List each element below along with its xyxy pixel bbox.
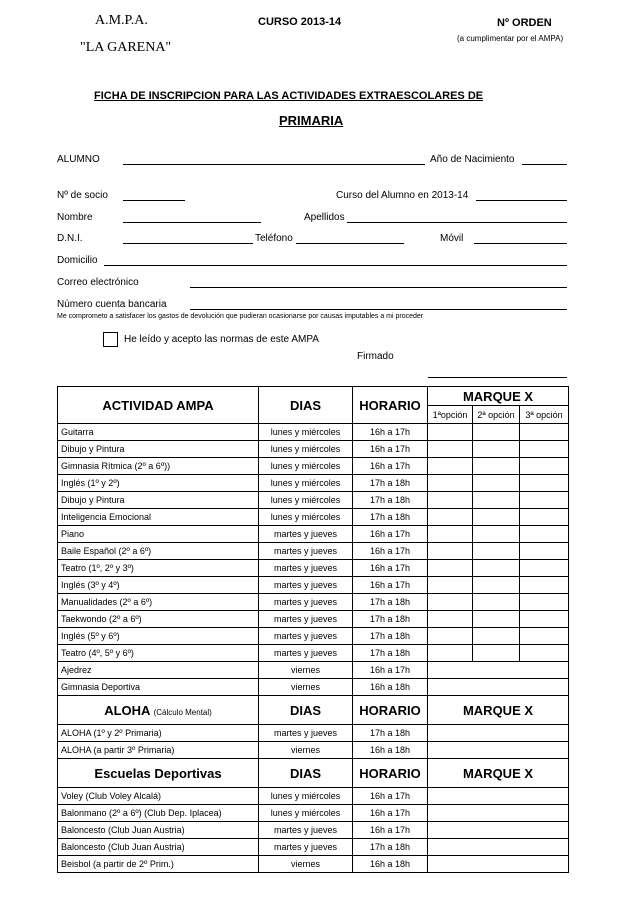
form-subtitle: PRIMARIA bbox=[279, 113, 344, 128]
table-row bbox=[58, 594, 569, 611]
surname-input[interactable] bbox=[347, 222, 567, 223]
option-3-header: 3ª opción bbox=[520, 406, 569, 424]
activity-schedule: 17h a 18h bbox=[353, 594, 428, 611]
bank-account-label: Número cuenta bancaria bbox=[57, 299, 167, 310]
activity-schedule: 16h a 17h bbox=[353, 577, 428, 594]
activity-schedule: 16h a 18h bbox=[353, 679, 428, 696]
table-row bbox=[58, 509, 569, 526]
activity-name: Ajedrez bbox=[58, 662, 259, 679]
option-2-mark-cell[interactable] bbox=[473, 611, 520, 628]
mobile-input[interactable] bbox=[474, 243, 567, 244]
mark-cell[interactable] bbox=[428, 856, 569, 873]
option-1-mark-cell[interactable] bbox=[428, 458, 473, 475]
activity-days: viernes bbox=[259, 742, 353, 759]
option-2-mark-cell[interactable] bbox=[473, 628, 520, 645]
mark-cell[interactable] bbox=[428, 805, 569, 822]
activity-name: Gimnasia Deportiva bbox=[58, 679, 259, 696]
option-2-mark-cell[interactable] bbox=[473, 458, 520, 475]
option-2-mark-cell[interactable] bbox=[473, 594, 520, 611]
option-2-mark-cell[interactable] bbox=[473, 475, 520, 492]
table-row bbox=[58, 424, 569, 441]
activity-days: martes y jueves bbox=[259, 839, 353, 856]
option-3-mark-cell[interactable] bbox=[520, 509, 569, 526]
activity-schedule: 17h a 18h bbox=[353, 725, 428, 742]
mark-cell[interactable] bbox=[428, 725, 569, 742]
activity-days: martes y jueves bbox=[259, 822, 353, 839]
activity-days: martes y jueves bbox=[259, 628, 353, 645]
activity-name: Manualidades (2º a 6º) bbox=[58, 594, 259, 611]
option-3-mark-cell[interactable] bbox=[520, 577, 569, 594]
table-row bbox=[58, 560, 569, 577]
table-row bbox=[58, 577, 569, 594]
table-row bbox=[58, 441, 569, 458]
table-row bbox=[58, 822, 569, 839]
days-header: DIAS bbox=[259, 387, 353, 424]
form-title: FICHA DE INSCRIPCION PARA LAS ACTIVIDADES EXTRAESCOLARES DE bbox=[94, 90, 484, 102]
aloha-days-header: DIAS bbox=[259, 696, 353, 725]
option-1-mark-cell[interactable] bbox=[428, 577, 473, 594]
phone-input[interactable] bbox=[296, 243, 404, 244]
sports-schedule-header: HORARIO bbox=[353, 759, 428, 788]
activity-schedule: 16h a 17h bbox=[353, 788, 428, 805]
first-name-input[interactable] bbox=[123, 222, 261, 223]
first-name-label: Nombre bbox=[57, 212, 93, 223]
address-label: Domicilio bbox=[57, 255, 98, 266]
table-row bbox=[58, 742, 569, 759]
option-3-mark-cell[interactable] bbox=[520, 560, 569, 577]
option-1-mark-cell[interactable] bbox=[428, 526, 473, 543]
option-2-mark-cell[interactable] bbox=[473, 492, 520, 509]
table-row bbox=[58, 805, 569, 822]
activity-name: Dibujo y Pintura bbox=[58, 492, 259, 509]
student-course-label: Curso del Alumno en 2013-14 bbox=[336, 190, 469, 201]
activity-schedule: 16h a 17h bbox=[353, 560, 428, 577]
activity-schedule: 17h a 18h bbox=[353, 628, 428, 645]
mark-cell[interactable] bbox=[428, 788, 569, 805]
activity-schedule: 16h a 17h bbox=[353, 805, 428, 822]
activity-name: Inglés (1º y 2º) bbox=[58, 475, 259, 492]
activity-schedule: 17h a 18h bbox=[353, 839, 428, 856]
student-label: ALUMNO bbox=[57, 154, 100, 165]
option-1-mark-cell[interactable] bbox=[428, 492, 473, 509]
birth-year-label: Año de Nacimiento bbox=[430, 154, 515, 165]
table-row bbox=[58, 679, 569, 696]
activity-schedule: 17h a 18h bbox=[353, 492, 428, 509]
activity-name: Piano bbox=[58, 526, 259, 543]
email-input[interactable] bbox=[190, 287, 567, 288]
activity-days: martes y jueves bbox=[259, 543, 353, 560]
email-label: Correo electrónico bbox=[57, 277, 139, 288]
option-1-mark-cell[interactable] bbox=[428, 475, 473, 492]
activity-name: ALOHA (a partir 3º Primaria) bbox=[58, 742, 259, 759]
bank-account-input[interactable] bbox=[190, 309, 567, 310]
activity-name: Teatro (1º, 2º y 3º) bbox=[58, 560, 259, 577]
mark-header: MARQUE X bbox=[428, 387, 569, 406]
sports-days-header: DIAS bbox=[259, 759, 353, 788]
activity-schedule: 17h a 18h bbox=[353, 475, 428, 492]
option-3-mark-cell[interactable] bbox=[520, 611, 569, 628]
activity-schedule: 16h a 17h bbox=[353, 424, 428, 441]
table-row bbox=[58, 458, 569, 475]
activity-schedule: 17h a 18h bbox=[353, 611, 428, 628]
sports-schools-header: Escuelas Deportivas bbox=[58, 759, 259, 788]
activity-name: Taekwondo (2º a 6º) bbox=[58, 611, 259, 628]
phone-label: Teléfono bbox=[255, 233, 293, 244]
activity-header: ACTIVIDAD AMPA bbox=[58, 387, 259, 424]
student-course-input[interactable] bbox=[476, 200, 567, 201]
option-1-mark-cell[interactable] bbox=[428, 441, 473, 458]
table-row bbox=[58, 611, 569, 628]
activity-schedule: 17h a 18h bbox=[353, 509, 428, 526]
option-3-mark-cell[interactable] bbox=[520, 492, 569, 509]
aloha-note: (Cálculo Mental) bbox=[153, 707, 212, 717]
option-2-mark-cell[interactable] bbox=[473, 543, 520, 560]
activity-name: Baloncesto (Club Juan Austria) bbox=[58, 822, 259, 839]
ampa-name: "LA GARENA" bbox=[80, 40, 172, 55]
option-1-mark-cell[interactable] bbox=[428, 509, 473, 526]
table-row bbox=[58, 543, 569, 560]
activity-days: martes y jueves bbox=[259, 560, 353, 577]
aloha-header bbox=[58, 696, 259, 725]
activity-days: lunes y miércoles bbox=[259, 441, 353, 458]
option-2-mark-cell[interactable] bbox=[473, 441, 520, 458]
activity-days: viernes bbox=[259, 679, 353, 696]
table-row bbox=[58, 839, 569, 856]
activity-days: lunes y miércoles bbox=[259, 805, 353, 822]
schedule-header: HORARIO bbox=[353, 387, 428, 424]
option-2-mark-cell[interactable] bbox=[473, 424, 520, 441]
accept-rules-checkbox[interactable] bbox=[103, 332, 118, 347]
activity-name: Voley (Club Voley Alcalá) bbox=[58, 788, 259, 805]
option-3-mark-cell[interactable] bbox=[520, 645, 569, 662]
ampa-title: A.M.P.A. bbox=[95, 13, 148, 28]
activity-days: lunes y miércoles bbox=[259, 788, 353, 805]
activity-days: viernes bbox=[259, 856, 353, 873]
option-3-mark-cell[interactable] bbox=[520, 475, 569, 492]
option-1-mark-cell[interactable] bbox=[428, 594, 473, 611]
birth-year-input[interactable] bbox=[522, 164, 567, 165]
activity-name: Guitarra bbox=[58, 424, 259, 441]
option-2-header: 2ª opción bbox=[473, 406, 520, 424]
signature-line[interactable] bbox=[428, 377, 567, 378]
activity-days: martes y jueves bbox=[259, 725, 353, 742]
option-3-mark-cell[interactable] bbox=[520, 458, 569, 475]
member-number-input[interactable] bbox=[123, 200, 185, 201]
activity-days: lunes y miércoles bbox=[259, 424, 353, 441]
activity-schedule: 16h a 17h bbox=[353, 543, 428, 560]
option-2-mark-cell[interactable] bbox=[473, 577, 520, 594]
activity-schedule: 16h a 17h bbox=[353, 526, 428, 543]
activity-name: Balonmano (2º a 6º) (Club Dep. Iplacea) bbox=[58, 805, 259, 822]
table-row bbox=[58, 856, 569, 873]
option-1-mark-cell[interactable] bbox=[428, 543, 473, 560]
aloha-schedule-header: HORARIO bbox=[353, 696, 428, 725]
activity-schedule: 16h a 17h bbox=[353, 662, 428, 679]
course-label: CURSO 2013-14 bbox=[258, 16, 342, 28]
aloha-title: ALOHA bbox=[104, 702, 150, 718]
activity-schedule: 16h a 18h bbox=[353, 742, 428, 759]
option-2-mark-cell[interactable] bbox=[473, 560, 520, 577]
activity-name: Teatro (4º, 5º y 6º) bbox=[58, 645, 259, 662]
activity-name: Dibujo y Pintura bbox=[58, 441, 259, 458]
signed-label: Firmado bbox=[357, 351, 394, 362]
option-1-mark-cell[interactable] bbox=[428, 628, 473, 645]
activity-days: lunes y miércoles bbox=[259, 509, 353, 526]
activity-days: martes y jueves bbox=[259, 645, 353, 662]
option-1-header: 1ªopción bbox=[428, 406, 473, 424]
dni-label: D.N.I. bbox=[57, 233, 83, 244]
option-2-mark-cell[interactable] bbox=[473, 645, 520, 662]
student-input[interactable] bbox=[123, 164, 425, 165]
table-row bbox=[58, 645, 569, 662]
address-input[interactable] bbox=[104, 265, 567, 266]
mark-cell[interactable] bbox=[428, 742, 569, 759]
mark-cell[interactable] bbox=[428, 822, 569, 839]
table-row bbox=[58, 725, 569, 742]
option-3-mark-cell[interactable] bbox=[520, 526, 569, 543]
order-number-label: Nº ORDEN bbox=[497, 17, 552, 29]
option-3-mark-cell[interactable] bbox=[520, 594, 569, 611]
activity-name: Gimnasia Rítmica (2º a 6º)) bbox=[58, 458, 259, 475]
activity-days: martes y jueves bbox=[259, 611, 353, 628]
mobile-label: Móvil bbox=[440, 233, 464, 244]
option-2-mark-cell[interactable] bbox=[473, 526, 520, 543]
table-row bbox=[58, 788, 569, 805]
option-1-mark-cell[interactable] bbox=[428, 560, 473, 577]
order-note: (a cumplimentar por el AMPA) bbox=[457, 34, 564, 43]
activity-days: lunes y miércoles bbox=[259, 458, 353, 475]
activity-name: Baloncesto (Club Juan Austria) bbox=[58, 839, 259, 856]
option-3-mark-cell[interactable] bbox=[520, 628, 569, 645]
dni-input[interactable] bbox=[123, 243, 253, 244]
activities-table bbox=[57, 386, 569, 873]
option-1-mark-cell[interactable] bbox=[428, 645, 473, 662]
activity-schedule: 16h a 18h bbox=[353, 856, 428, 873]
option-3-mark-cell[interactable] bbox=[520, 441, 569, 458]
option-3-mark-cell[interactable] bbox=[520, 543, 569, 560]
member-number-label: Nº de socio bbox=[57, 190, 108, 201]
table-row bbox=[58, 628, 569, 645]
option-3-mark-cell[interactable] bbox=[520, 424, 569, 441]
activity-days: martes y jueves bbox=[259, 526, 353, 543]
activity-schedule: 16h a 17h bbox=[353, 441, 428, 458]
activity-days: martes y jueves bbox=[259, 594, 353, 611]
activity-schedule: 17h a 18h bbox=[353, 645, 428, 662]
activity-name: Beisbol (a partir de 2º Prim.) bbox=[58, 856, 259, 873]
table-row bbox=[58, 475, 569, 492]
activity-days: viernes bbox=[259, 662, 353, 679]
aloha-mark-header: MARQUE X bbox=[428, 696, 569, 725]
activity-schedule: 16h a 17h bbox=[353, 458, 428, 475]
option-2-mark-cell[interactable] bbox=[473, 509, 520, 526]
sports-mark-header: MARQUE X bbox=[428, 759, 569, 788]
option-1-mark-cell[interactable] bbox=[428, 611, 473, 628]
activity-name: Inglés (3º y 4º) bbox=[58, 577, 259, 594]
activity-name: Baile Español (2º a 6º) bbox=[58, 543, 259, 560]
table-row bbox=[58, 492, 569, 509]
table-row bbox=[58, 526, 569, 543]
mark-cell[interactable] bbox=[428, 839, 569, 856]
accept-rules-label: He leído y acepto las normas de este AMPA bbox=[124, 334, 319, 345]
activity-days: martes y jueves bbox=[259, 577, 353, 594]
option-1-mark-cell[interactable] bbox=[428, 424, 473, 441]
mark-cell[interactable] bbox=[428, 679, 569, 696]
activity-schedule: 16h a 17h bbox=[353, 822, 428, 839]
mark-cell[interactable] bbox=[428, 662, 569, 679]
surname-label: Apellidos bbox=[304, 212, 345, 223]
table-row bbox=[58, 662, 569, 679]
activity-name: Inglés (5º y 6º) bbox=[58, 628, 259, 645]
activity-days: lunes y miércoles bbox=[259, 475, 353, 492]
activity-name: Inteligencia Emocional bbox=[58, 509, 259, 526]
activity-name: ALOHA (1º y 2º Primaria) bbox=[58, 725, 259, 742]
commitment-text: Me comprometo a satisfacer los gastos de devolución que pudieran ocasionarse por causas imputables a mi proceder bbox=[57, 313, 424, 320]
activity-days: lunes y miércoles bbox=[259, 492, 353, 509]
